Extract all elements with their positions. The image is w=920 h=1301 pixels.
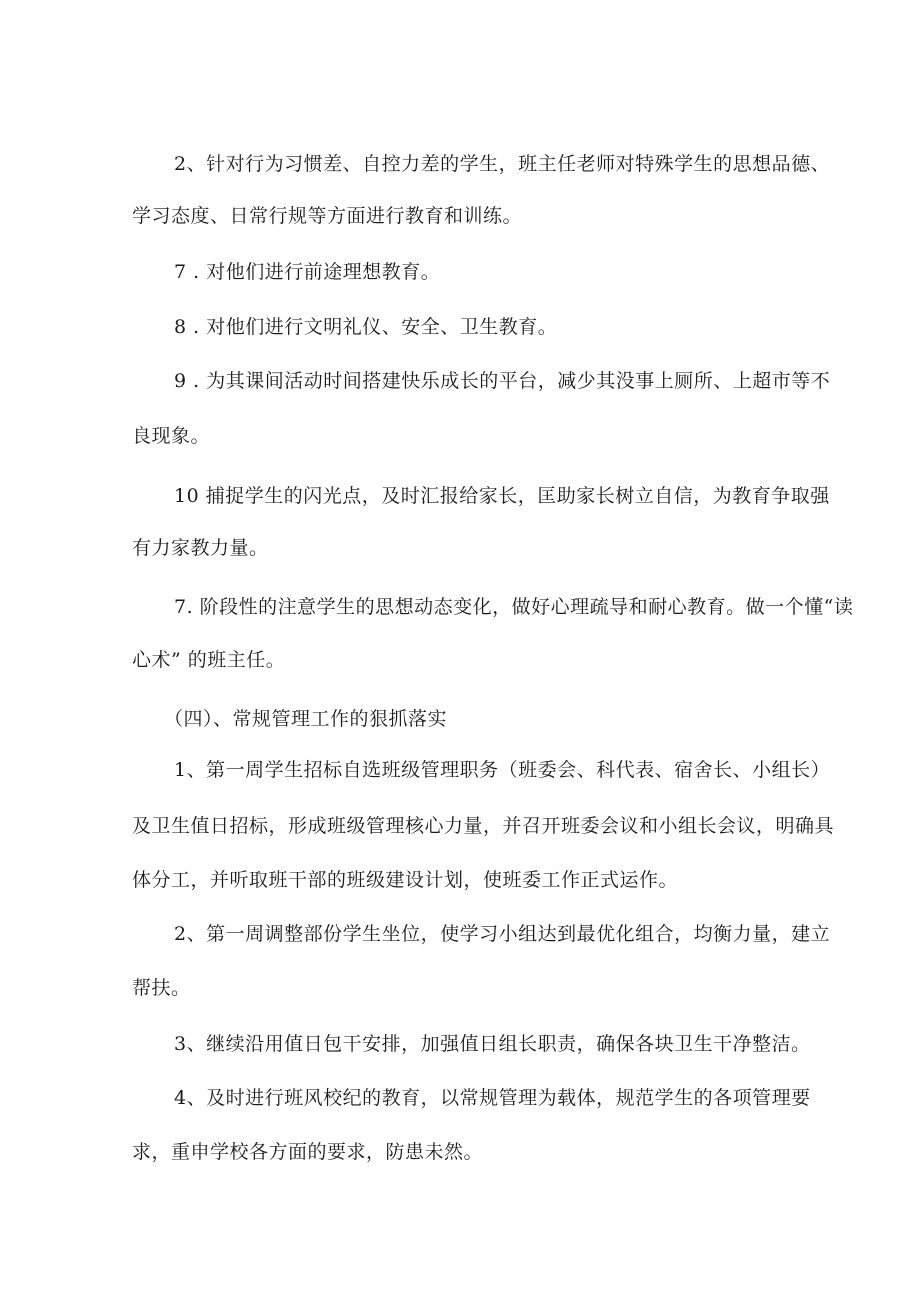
section-heading: （四）、常规管理工作的狠抓落实 (164, 708, 448, 730)
paragraph-line: 10 捕捉学生的闪光点，及时汇报给家长，匡助家长树立自信，为教育争取强 (174, 485, 830, 507)
paragraph-line: 4、及时进行班风校纪的教育，以常规管理为载体，规范学生的各项管理要 (174, 1087, 811, 1109)
paragraph-line: 及卫生值日招标，形成班级管理核心力量，并召开班委会议和小组长会议，明确具 (132, 815, 835, 837)
paragraph-line: 7. 阶段性的注意学生的思想动态变化，做好心理疏导和耐心教育。做一个懂“读 (174, 596, 854, 618)
paragraph-line: 良现象。 (132, 425, 211, 447)
paragraph-line: 2、第一周调整部份学生坐位，使学习小组达到最优化组合，均衡力量，建立 (174, 923, 831, 945)
paragraph-line: 3、继续沿用值日包干安排，加强值日组长职责，确保各块卫生干净整洁。 (174, 1033, 811, 1055)
paragraph-line: 求，重申学校各方面的要求，防患未然。 (132, 1141, 484, 1163)
paragraph-line: 体分工，并听取班干部的班级建设计划，使班委工作正式运作。 (132, 869, 679, 891)
paragraph-line: 心术” 的班主任。 (132, 649, 286, 671)
paragraph-line: 9 . 为其课间活动时间搭建快乐成长的平台，减少其没事上厕所、上超市等不 (174, 370, 831, 392)
paragraph-line: 帮扶。 (132, 977, 191, 999)
paragraph-line: 1、第一周学生招标自选班级管理职务（班委会、科代表、宿舍长、小组长） (174, 759, 831, 781)
paragraph-line: 2、针对行为习惯差、自控力差的学生，班主任老师对特殊学生的思想品德、 (174, 153, 831, 175)
paragraph-line: 7 . 对他们进行前途理想教育。 (174, 261, 441, 283)
paragraph-line: 8 . 对他们进行文明礼仪、安全、卫生教育。 (174, 316, 558, 338)
paragraph-line: 学习态度、日常行规等方面进行教育和训练。 (132, 205, 523, 227)
paragraph-line: 有力家教力量。 (132, 537, 269, 559)
